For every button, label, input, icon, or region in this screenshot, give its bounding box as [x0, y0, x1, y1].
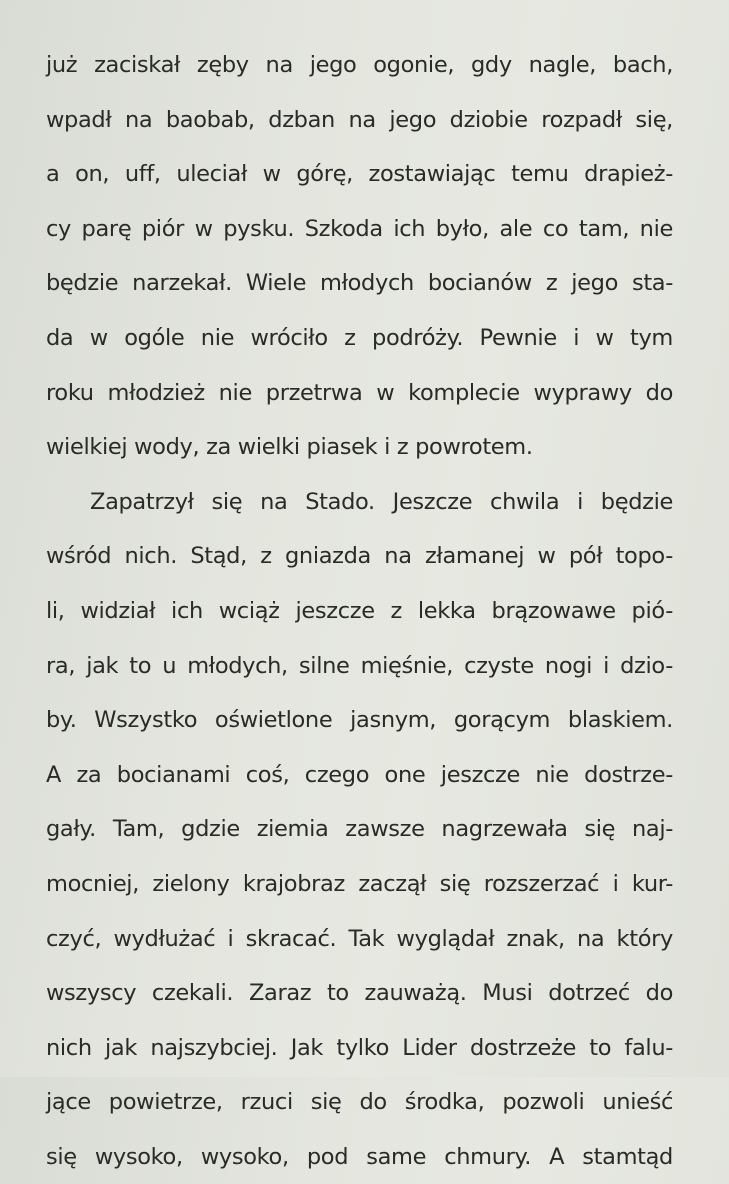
text-line: Zapatrzył się na Stado. Jeszcze chwila i będzie — [90, 488, 673, 515]
text-line: mocniej, zielony krajobraz zaczął się rozszerzać i kur- — [46, 870, 673, 897]
text-line: cy parę piór w pysku. Szkoda ich było, ale co tam, nie — [46, 215, 673, 242]
paragraph-2 — [46, 475, 673, 1184]
text-line: wśród nich. Stąd, z gniazda na złamanej w pół topo- — [46, 543, 673, 570]
text-line: A za bocianami coś, czego one jeszcze nie dostrze- — [46, 761, 673, 788]
text-line: czyć, wydłużać i skracać. Tak wyglądał znak, na który — [46, 925, 673, 952]
text-line: gały. Tam, gdzie ziemia zawsze nagrzewała się naj- — [46, 816, 673, 843]
text-line: będzie narzekał. Wiele młodych bocianów z jego sta- — [46, 270, 673, 297]
text-line: już zaciskał zęby na jego ogonie, gdy nagle, bach, — [46, 52, 673, 78]
text-line: wielkiej wody, za wielki piasek i z powrotem. — [46, 434, 533, 461]
text-line: jące powietrze, rzuci się do środka, pozwoli unieść — [46, 1089, 673, 1116]
text-line: się wysoko, wysoko, pod same chmury. A stamtąd — [46, 1143, 673, 1170]
text-line: by. Wszystko oświetlone jasnym, gorącym blaskiem. — [46, 707, 673, 734]
text-line: wszyscy czekali. Zaraz to zauważą. Musi dotrzeć do — [46, 980, 673, 1007]
text-line: li, widział ich wciąż jeszcze z lekka brązowawe pió- — [46, 597, 673, 624]
text-line: wpadł na baobab, dzban na jego dziobie rozpadł się, — [46, 106, 673, 133]
text-line: ra, jak to u młodych, silne mięśnie, czyste nogi i dzio- — [46, 652, 673, 679]
text-line: nich jak najszybciej. Jak tylko Lider dostrzeże to falu- — [46, 1034, 673, 1061]
text-line: roku młodzież nie przetrwa w komplecie wyprawy do — [46, 379, 673, 406]
text-line: da w ogóle nie wróciło z podróży. Pewnie i w tym — [46, 324, 673, 351]
paragraph-1 — [46, 38, 673, 475]
text-line: a on, uff, uleciał w górę, zostawiając temu drapież- — [46, 161, 673, 188]
